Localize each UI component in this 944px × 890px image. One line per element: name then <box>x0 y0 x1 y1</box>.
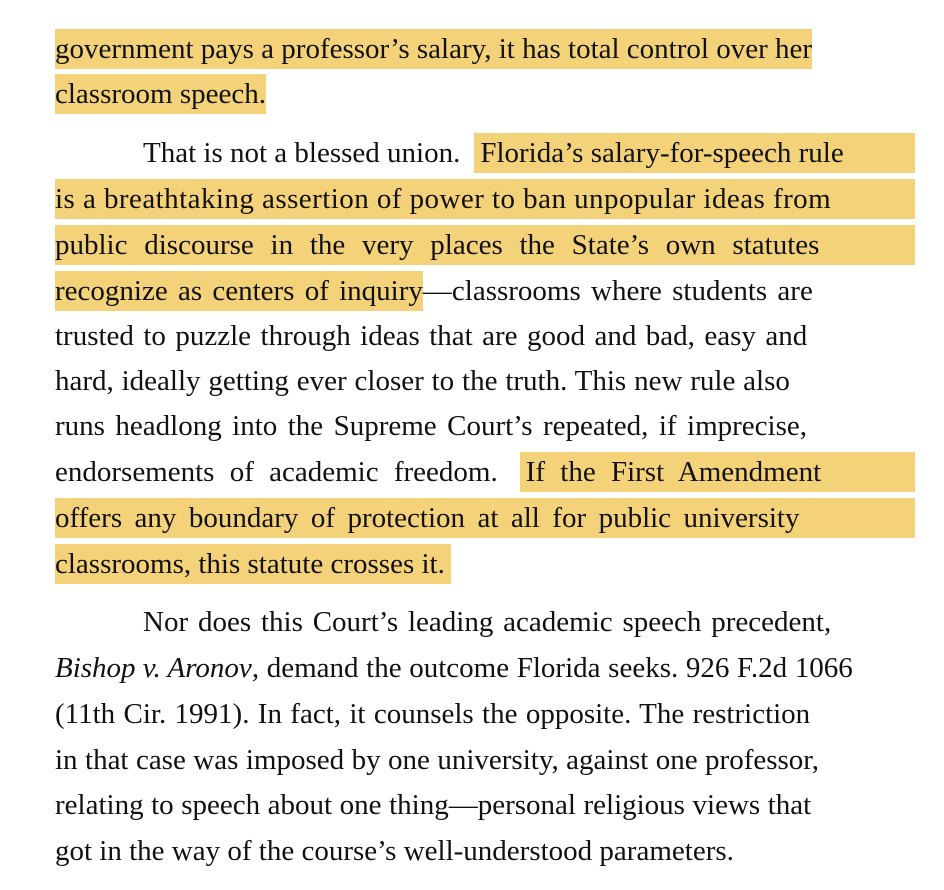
highlighted-text: public discourse in the very places the State’s own statutes <box>55 225 915 265</box>
text-line <box>55 26 915 72</box>
text-line <box>55 268 915 314</box>
text-line <box>55 541 915 587</box>
text-line <box>55 130 915 176</box>
plain-text: in that case was imposed by one university, against one professor, <box>55 744 820 776</box>
plain-text: trusted to puzzle through ideas that are good and bad, easy and <box>55 320 808 352</box>
plain-text: runs headlong into the Supreme Court’s repeated, if imprecise, <box>55 410 808 442</box>
text-line <box>55 782 915 828</box>
plain-text: hard, ideally getting ever closer to the truth. This new rule also <box>55 365 790 397</box>
plain-text: —classrooms where students are <box>422 275 813 307</box>
highlighted-text: government pays a professor’s salary, it has total control over her <box>55 29 812 69</box>
text-line <box>55 599 915 645</box>
highlighted-text: offers any boundary of protection at all for public university <box>55 498 915 538</box>
plain-text: (11th Cir. 1991). In fact, it counsels the opposite. The restriction <box>55 698 811 730</box>
highlighted-text: recognize as centers of inquiry <box>55 271 423 311</box>
text-line <box>55 828 915 874</box>
text-line <box>55 645 915 691</box>
text-line <box>55 495 915 541</box>
highlighted-text: classroom speech. <box>55 74 266 114</box>
plain-text: Nor does this Court’s leading academic speech precedent, <box>143 606 832 638</box>
plain-text: endorsements of academic freedom. <box>55 456 498 488</box>
text-line <box>55 358 915 404</box>
highlighted-text: Florida’s salary-for-speech rule <box>474 133 915 173</box>
case-name-italic: Bishop v. Aronov <box>55 652 252 684</box>
text-line <box>55 449 915 495</box>
text-line <box>55 691 915 737</box>
plain-text: got in the way of the course’s well-understood parameters. <box>55 835 734 867</box>
plain-text: That is not a blessed union. <box>143 137 461 169</box>
highlighted-text: If the First Amendment <box>520 452 915 492</box>
text-line <box>55 71 915 117</box>
text-line <box>55 313 915 359</box>
text-line <box>55 222 915 268</box>
highlighted-text: is a breathtaking assertion of power to ban unpopular ideas from <box>55 179 915 219</box>
highlighted-text: classrooms, this statute crosses it. <box>55 544 451 584</box>
text-line <box>55 176 915 222</box>
text-line <box>55 403 915 449</box>
plain-text: , demand the outcome Florida seeks. 926 F.2d 1066 <box>251 652 853 684</box>
text-line <box>55 737 915 783</box>
plain-text: relating to speech about one thing—personal religious views that <box>55 789 812 821</box>
